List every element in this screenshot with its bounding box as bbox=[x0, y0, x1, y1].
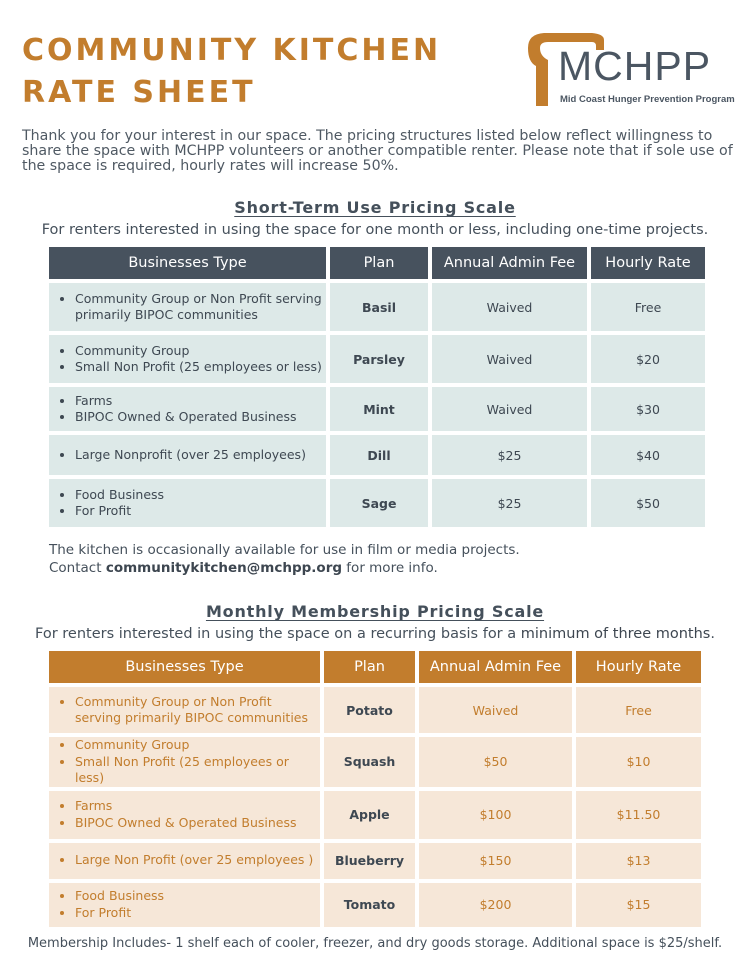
business-type-list bbox=[57, 343, 326, 376]
hourly-rate-cell: $30 bbox=[591, 387, 705, 431]
table-row bbox=[49, 335, 705, 383]
monthly-subtitle-prefix: For renters interested in using the space on a recurring basis for a bbox=[35, 626, 521, 642]
title-line-2: RATE SHEET bbox=[22, 75, 256, 110]
business-type-cell bbox=[49, 283, 326, 331]
hourly-rate-cell: $50 bbox=[591, 479, 705, 527]
business-type-item: • BIPOC Owned & Operated Business bbox=[75, 409, 326, 426]
business-type-cell bbox=[49, 883, 320, 927]
hourly-rate-cell: Free bbox=[576, 687, 701, 733]
col-header-hourly-rate: Hourly Rate bbox=[591, 247, 705, 279]
hourly-rate-cell: Free bbox=[591, 283, 705, 331]
plan-cell: Potato bbox=[324, 687, 415, 733]
intro-paragraph: Thank you for your interest in our space. The pricing structures listed below reflect willingness to share the space with MCHPP volunteers or another compatible renter. Please note that if sole use of the space is required, hourly rates will increase 50%. bbox=[22, 128, 733, 174]
monthly-subtitle-emphasis: minimum of three months bbox=[520, 626, 711, 642]
plan-cell: Tomato bbox=[324, 883, 415, 927]
business-type-item: • Small Non Profit (25 employees or less) bbox=[75, 359, 326, 376]
admin-fee-cell: $100 bbox=[419, 791, 572, 839]
plan-cell: Apple bbox=[324, 791, 415, 839]
business-type-item: • Farms bbox=[75, 798, 320, 815]
business-type-list bbox=[57, 393, 326, 426]
monthly-table bbox=[45, 647, 705, 931]
business-type-item: • Small Non Profit (25 employees or less) bbox=[75, 754, 320, 787]
media-note bbox=[49, 541, 520, 577]
admin-fee-cell: Waived bbox=[419, 687, 572, 733]
plan-cell: Basil bbox=[330, 283, 428, 331]
table-header-row bbox=[49, 651, 701, 683]
col-header-hourly-rate: Hourly Rate bbox=[576, 651, 701, 683]
business-type-item: • Large Non Profit (over 25 employees ) bbox=[75, 852, 320, 869]
plan-cell: Parsley bbox=[330, 335, 428, 383]
monthly-subtitle bbox=[0, 626, 750, 642]
plan-cell: Sage bbox=[330, 479, 428, 527]
monthly-rows bbox=[49, 687, 701, 927]
business-type-item: • Community Group or Non Profit serving primarily BIPOC communities bbox=[75, 291, 326, 324]
media-note-line: The kitchen is occasionally available for use in film or media projects. bbox=[49, 542, 520, 558]
table-row bbox=[49, 387, 705, 431]
title-line-1: COMMUNITY KITCHEN bbox=[22, 33, 442, 68]
admin-fee-cell: $50 bbox=[419, 737, 572, 787]
col-header-admin-fee: Annual Admin Fee bbox=[432, 247, 587, 279]
business-type-item: • For Profit bbox=[75, 503, 326, 520]
table-row bbox=[49, 687, 701, 733]
business-type-cell bbox=[49, 843, 320, 879]
business-type-cell bbox=[49, 687, 320, 733]
table-header-row bbox=[49, 247, 705, 279]
hourly-rate-cell: $13 bbox=[576, 843, 701, 879]
business-type-item: • BIPOC Owned & Operated Business bbox=[75, 815, 320, 832]
business-type-item: • Food Business bbox=[75, 487, 326, 504]
business-type-item: • Food Business bbox=[75, 888, 320, 905]
hourly-rate-cell: $20 bbox=[591, 335, 705, 383]
monthly-title: Monthly Membership Pricing Scale bbox=[205, 602, 545, 621]
business-type-item: • Community Group bbox=[75, 343, 326, 360]
admin-fee-cell: Waived bbox=[432, 387, 587, 431]
mchpp-logo bbox=[526, 28, 735, 110]
short-term-subtitle: For renters interested in using the space for one month or less, including one-time projects. bbox=[41, 222, 709, 238]
plan-cell: Dill bbox=[330, 435, 428, 475]
table-row bbox=[49, 479, 705, 527]
logo-subtitle: Mid Coast Hunger Prevention Program bbox=[560, 94, 735, 105]
business-type-list bbox=[57, 447, 326, 464]
admin-fee-cell: $25 bbox=[432, 435, 587, 475]
business-type-list bbox=[57, 852, 320, 869]
hourly-rate-cell: $15 bbox=[576, 883, 701, 927]
monthly-subtitle-suffix: . bbox=[710, 626, 715, 642]
plan-cell: Squash bbox=[324, 737, 415, 787]
col-header-admin-fee: Annual Admin Fee bbox=[419, 651, 572, 683]
business-type-list bbox=[57, 888, 320, 921]
logo-wordmark: MCHPP bbox=[558, 43, 712, 89]
business-type-list bbox=[57, 487, 326, 520]
contact-prefix: Contact bbox=[49, 560, 106, 576]
admin-fee-cell: $200 bbox=[419, 883, 572, 927]
business-type-item: • Community Group bbox=[75, 737, 320, 754]
admin-fee-cell: Waived bbox=[432, 335, 587, 383]
table-row bbox=[49, 435, 705, 475]
hourly-rate-cell: $40 bbox=[591, 435, 705, 475]
col-header-plan: Plan bbox=[324, 651, 415, 683]
business-type-list bbox=[57, 737, 320, 787]
contact-email[interactable]: communitykitchen@mchpp.org bbox=[105, 560, 343, 576]
business-type-item: • Large Nonprofit (over 25 employees) bbox=[75, 447, 326, 464]
business-type-cell bbox=[49, 737, 320, 787]
col-header-plan: Plan bbox=[330, 247, 428, 279]
hourly-rate-cell: $11.50 bbox=[576, 791, 701, 839]
page-title bbox=[22, 30, 441, 114]
business-type-list bbox=[57, 291, 326, 324]
table-row bbox=[49, 737, 701, 787]
col-header-business-type: Businesses Type bbox=[49, 651, 320, 683]
business-type-cell bbox=[49, 479, 326, 527]
hourly-rate-cell: $10 bbox=[576, 737, 701, 787]
table-row bbox=[49, 843, 701, 879]
short-term-title: Short-Term Use Pricing Scale bbox=[234, 198, 516, 217]
plan-cell: Blueberry bbox=[324, 843, 415, 879]
business-type-cell bbox=[49, 435, 326, 475]
admin-fee-cell: Waived bbox=[432, 283, 587, 331]
business-type-item: • For Profit bbox=[75, 905, 320, 922]
admin-fee-cell: $25 bbox=[432, 479, 587, 527]
table-row bbox=[49, 283, 705, 331]
plan-cell: Mint bbox=[330, 387, 428, 431]
business-type-item: • Farms bbox=[75, 393, 326, 410]
business-type-cell bbox=[49, 335, 326, 383]
business-type-list bbox=[57, 798, 320, 831]
business-type-item: • Community Group or Non Profit serving primarily BIPOC communities bbox=[75, 694, 320, 727]
business-type-list bbox=[57, 694, 320, 727]
admin-fee-cell: $150 bbox=[419, 843, 572, 879]
table-row bbox=[49, 883, 701, 927]
membership-footer: Membership Includes- 1 shelf each of cooler, freezer, and dry goods storage. Additional space is $25/shelf. bbox=[27, 936, 723, 951]
business-type-cell bbox=[49, 791, 320, 839]
short-term-table bbox=[45, 243, 709, 531]
contact-suffix: for more info. bbox=[342, 560, 438, 576]
col-header-business-type: Businesses Type bbox=[49, 247, 326, 279]
short-term-rows bbox=[49, 283, 705, 527]
business-type-cell bbox=[49, 387, 326, 431]
table-row bbox=[49, 791, 701, 839]
